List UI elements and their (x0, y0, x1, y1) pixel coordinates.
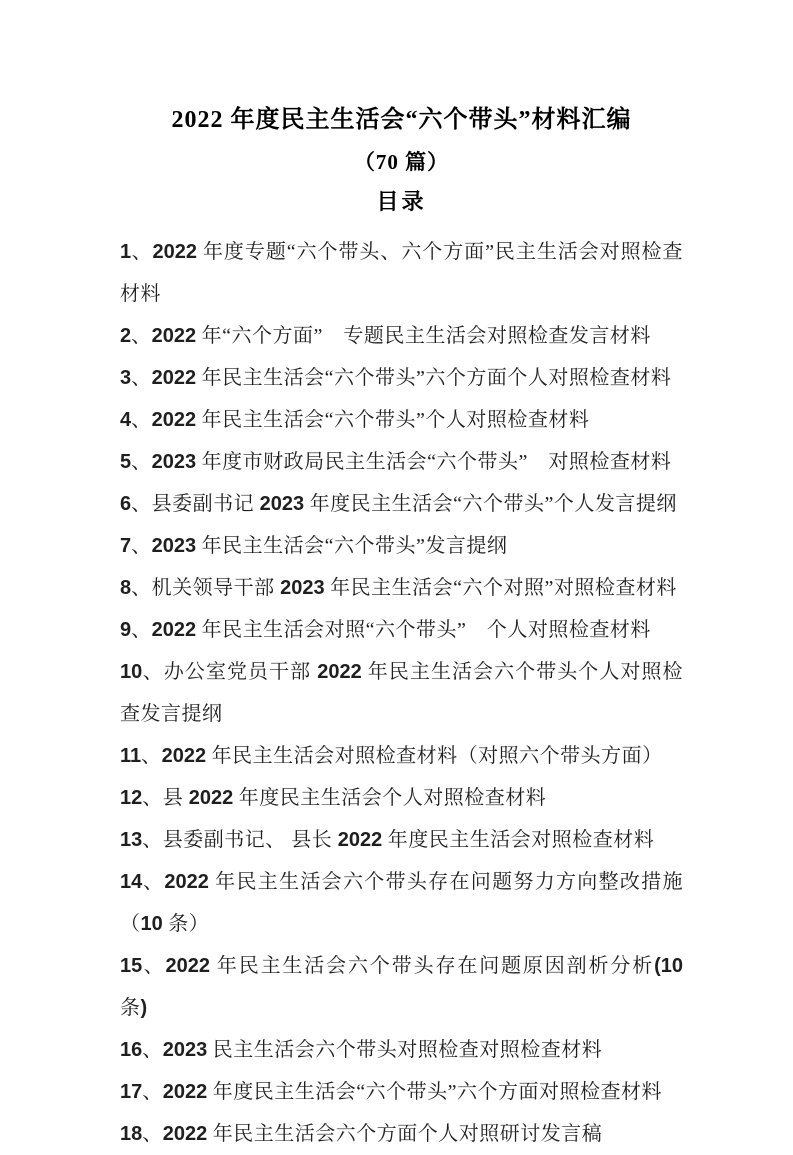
toc-item: 11、2022 年民主生活会对照检查材料（对照六个带头方面） (120, 745, 663, 767)
toc-item: 12、县 2022 年度民主生活会个人对照检查材料 (120, 787, 547, 809)
toc-item: 1、2022 年度专题“六个带头、六个方面”民主生活会对照检查材料 (120, 241, 684, 305)
toc-item: 9、2022 年民主生活会对照“六个带头” 个人对照检查材料 (120, 619, 651, 641)
toc-item: 4、2022 年民主生活会“六个带头”个人对照检查材料 (120, 409, 590, 431)
toc-item: 10、办公室党员干部 2022 年民主生活会六个带头个人对照检查发言提纲 (120, 661, 683, 725)
toc-item: 8、机关领导干部 2023 年民主生活会“六个对照”对照检查材料 (120, 577, 677, 599)
toc-item: 7、2023 年民主生活会“六个带头”发言提纲 (120, 535, 508, 557)
toc-item: 3、2022 年民主生活会“六个带头”六个方面个人对照检查材料 (120, 367, 672, 389)
toc-list (120, 231, 683, 1155)
toc-item: 17、2022 年度民主生活会“六个带头”六个方面对照检查材料 (120, 1081, 663, 1103)
toc-item: 2、2022 年“六个方面” 专题民主生活会对照检查发言材料 (120, 325, 651, 347)
toc-item: 15、2022 年民主生活会六个带头存在问题原因剖析分析(10 条) (120, 955, 684, 1019)
toc-item: 13、县委副书记、 县长 2022 年度民主生活会对照检查材料 (120, 829, 655, 851)
document-subtitle: （70 篇） (353, 150, 450, 174)
toc-item: 16、2023 民主生活会六个带头对照检查对照检查材料 (120, 1039, 603, 1061)
document-title: 2022 年度民主生活会“六个带头”材料汇编 (171, 107, 632, 133)
toc-heading: 目录 (376, 189, 427, 214)
toc-item: 18、2022 年民主生活会六个方面个人对照研讨发言稿 (120, 1123, 603, 1145)
toc-item: 14、2022 年民主生活会六个带头存在问题努力方向整改措施（10 条） (120, 871, 684, 935)
toc-item: 6、县委副书记 2023 年度民主生活会“六个带头”个人发言提纲 (120, 493, 677, 515)
toc-item: 5、2023 年度市财政局民主生活会“六个带头” 对照检查材料 (120, 451, 672, 473)
